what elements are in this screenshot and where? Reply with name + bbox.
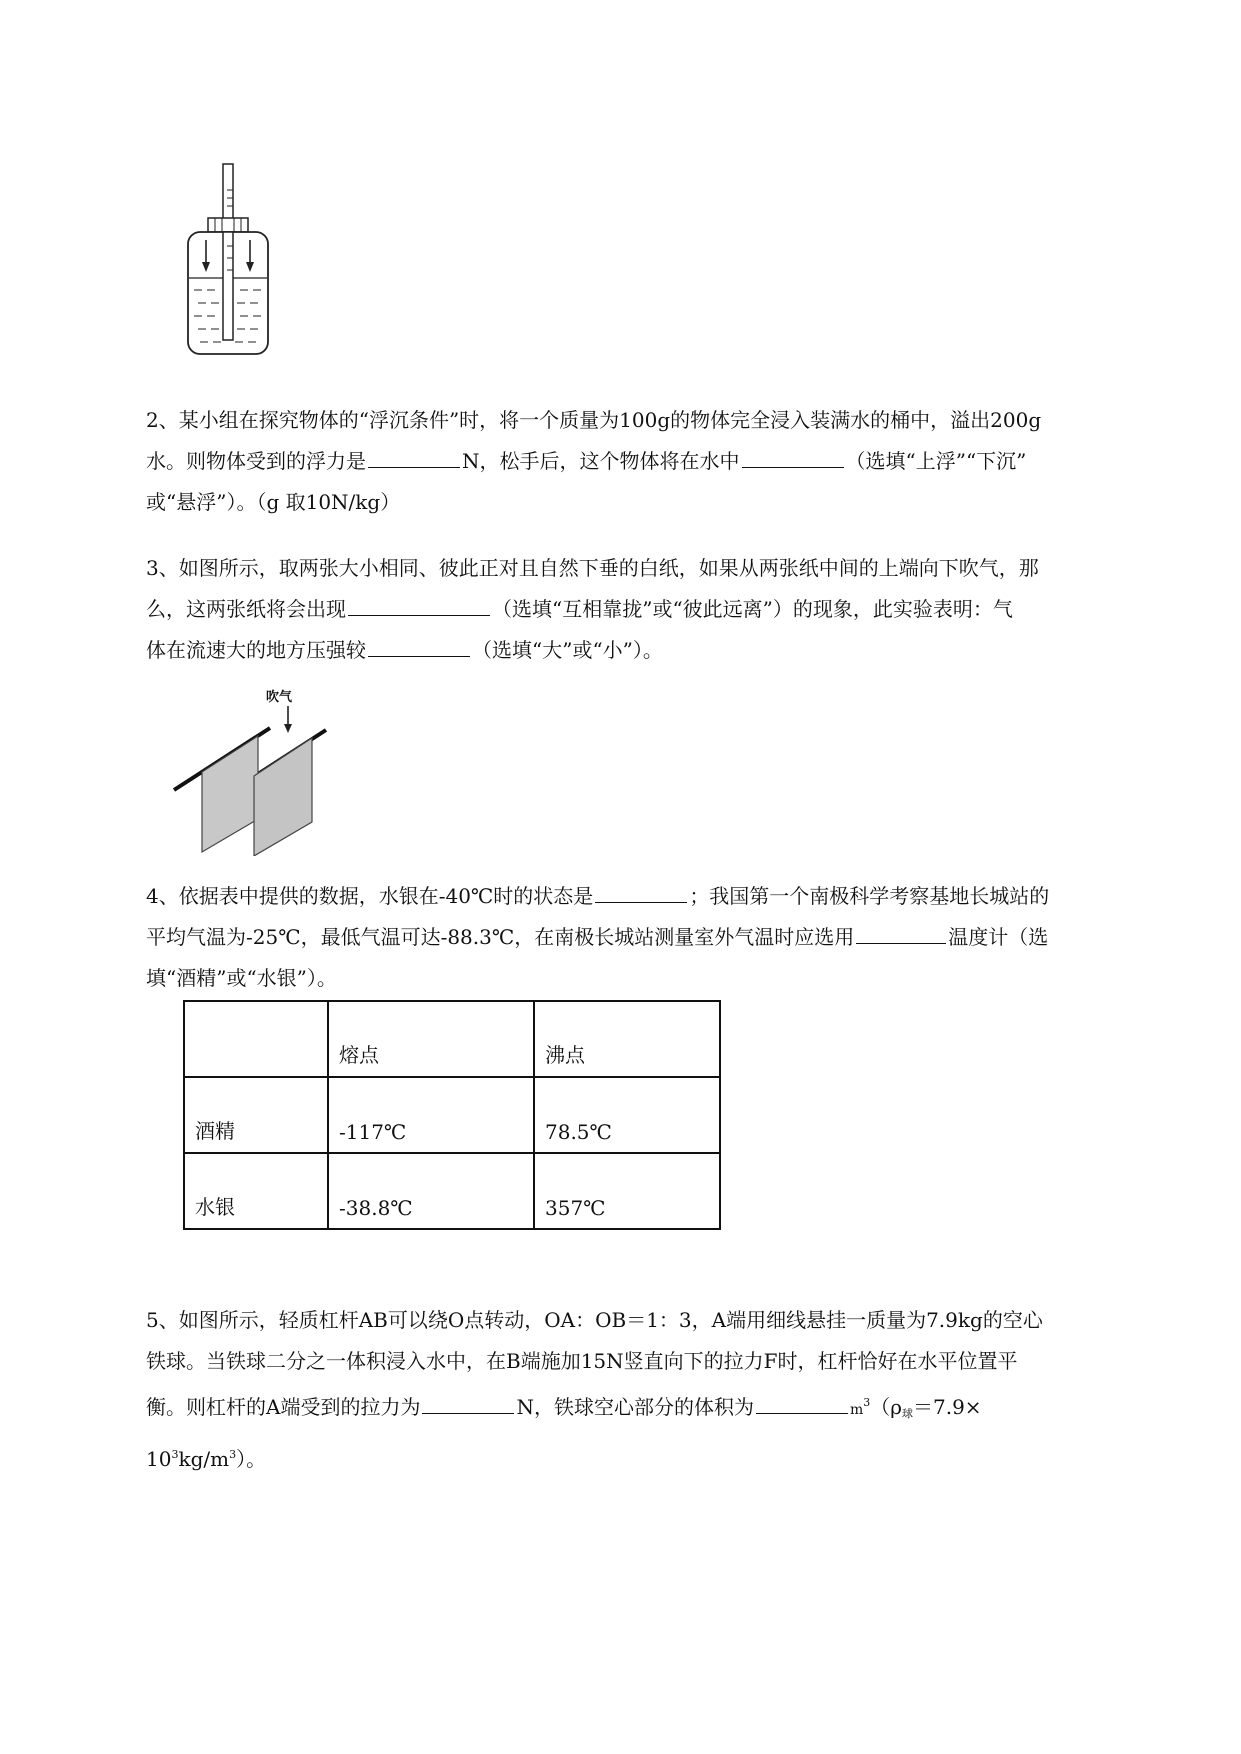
q2-blank-buoyancy[interactable]	[368, 445, 460, 468]
q4-blank-mercury-state[interactable]	[595, 880, 687, 903]
table-cell: 酒精	[184, 1077, 328, 1153]
table-cell	[184, 1001, 328, 1077]
q5-line-2: 铁球。当铁球二分之一体积浸入水中，在B端施加15N竖直向下的拉力F时，杠杆恰好在水平位置平	[146, 1349, 1018, 1373]
question-4	[146, 876, 1156, 999]
q2-line-3: 或“悬浮”）。（g 取10N/kg）	[146, 490, 401, 514]
table-cell: 357℃	[534, 1153, 720, 1229]
q3-line-3	[146, 630, 1156, 671]
q4-line-3: 填“酒精”或“水银”）。	[146, 966, 337, 990]
q4-text: 温度计（选	[948, 925, 1049, 949]
table-cell: -117℃	[328, 1077, 534, 1153]
q2-text: （选填“上浮”“下沉”	[845, 449, 1027, 473]
q5-text: 10	[146, 1447, 172, 1471]
q5-text: kg/m	[178, 1447, 230, 1471]
table-header-melting: 熔点	[328, 1001, 534, 1077]
table-header-boiling: 沸点	[534, 1001, 720, 1077]
melting-boiling-table	[183, 1000, 721, 1230]
q3-text: 体在流速大的地方压强较	[146, 638, 366, 662]
q5-line-4	[146, 1434, 1156, 1480]
q2-text: 水。则物体受到的浮力是	[146, 449, 366, 473]
q5-superscript: 3	[171, 1448, 179, 1461]
table-cell: -38.8℃	[328, 1153, 534, 1229]
q5-text: 衡。则杠杆的A端受到的拉力为	[146, 1395, 421, 1419]
q5-superscript: 3	[229, 1448, 237, 1461]
q3-blank-pressure[interactable]	[368, 634, 470, 657]
q5-blank-volume[interactable]	[756, 1391, 848, 1414]
q4-text: 4、依据表中提供的数据，水银在-40℃时的状态是	[146, 884, 594, 908]
q3-text: （选填“大”或“小”）。	[472, 638, 663, 662]
q3-text: 么，这两张纸将会出现	[146, 597, 346, 621]
q5-text: ）。	[236, 1447, 267, 1471]
q4-text: ；我国第一个南极科学考察基地长城站的	[689, 884, 1050, 908]
table-header-row	[184, 1001, 720, 1077]
table-row	[184, 1077, 720, 1153]
q3-line-1: 3、如图所示，取两张大小相同、彼此正对且自然下垂的白纸，如果从两张纸中间的上端向下吹气，那	[146, 556, 1039, 580]
q5-line-1: 5、如图所示，轻质杠杆AB可以绕O点转动，OA：OB＝1：3，A端用细线悬挂一质量为7.9kg的空心	[146, 1308, 1043, 1332]
question-2	[146, 400, 1156, 523]
q2-blank-state[interactable]	[742, 445, 844, 468]
q5-blank-force[interactable]	[422, 1391, 514, 1414]
q4-line-2	[146, 917, 1156, 958]
q2-line-1: 2、某小组在探究物体的“浮沉条件”时，将一个质量为100g的物体完全浸入装满水的桶中，溢出200g	[146, 408, 1042, 432]
blow-label: 吹气	[266, 690, 293, 705]
bottle-tube-figure	[180, 160, 280, 360]
q5-subscript: 球	[902, 1407, 913, 1420]
q3-line-2	[146, 589, 1156, 630]
q5-text: N，铁球空心部分的体积为	[516, 1395, 754, 1419]
q5-line-3	[146, 1382, 1156, 1434]
q3-blank-phenomenon[interactable]	[348, 593, 490, 616]
table-row	[184, 1153, 720, 1229]
q5-unit: m	[849, 1402, 864, 1418]
q3-text: （选填“互相靠拢”或“彼此远离”）的现象，此实验表明：气	[492, 597, 1013, 621]
q5-text: ＝7.9×	[913, 1395, 982, 1419]
question-5	[146, 1300, 1156, 1480]
question-3	[146, 548, 1156, 671]
table-cell: 水银	[184, 1153, 328, 1229]
q4-text: 平均气温为-25℃，最低气温可达-88.3℃，在南极长城站测量室外气温时应选用	[146, 925, 855, 949]
q4-line-1	[146, 876, 1156, 917]
q2-line-2	[146, 441, 1156, 482]
q4-blank-thermometer[interactable]	[856, 921, 946, 944]
paper-blow-figure	[170, 686, 340, 856]
q5-superscript: 3	[863, 1396, 871, 1409]
q2-text: N，松手后，这个物体将在水中	[462, 449, 740, 473]
q5-text: （ρ	[870, 1395, 902, 1419]
table-cell: 78.5℃	[534, 1077, 720, 1153]
